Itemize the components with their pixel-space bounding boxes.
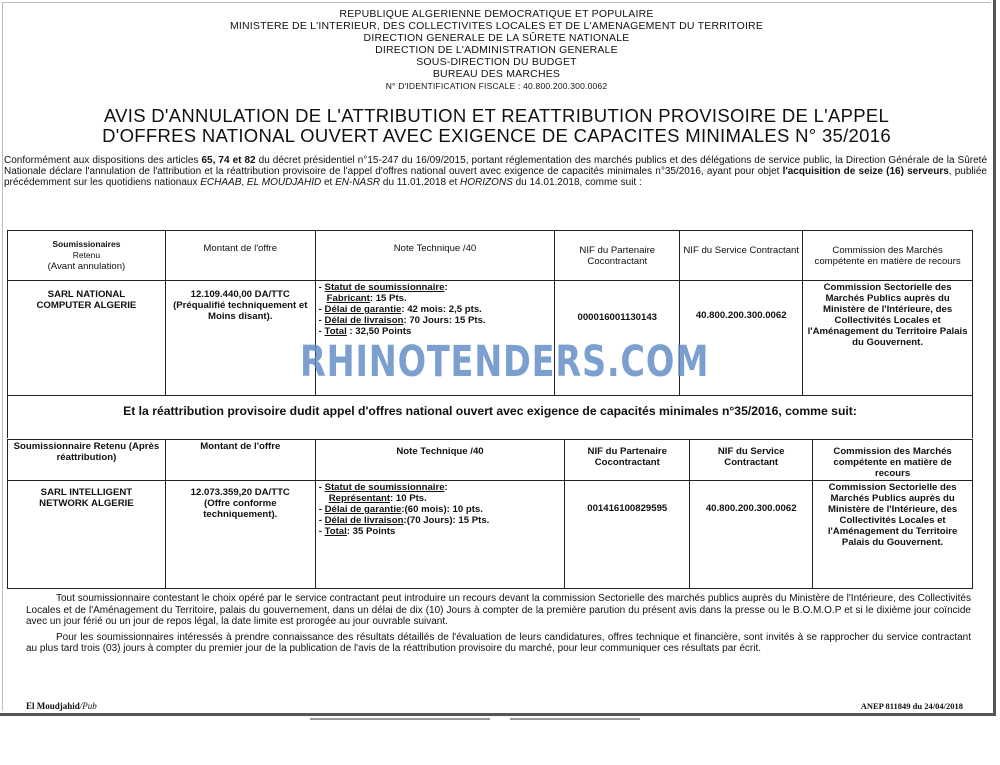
header-line: REPUBLIQUE ALGERIENNE DEMOCRATIQUE ET POPULAIRE	[339, 8, 654, 20]
table-header-row	[8, 440, 973, 481]
note-line: - Délai de garantie:(60 mois): 10 pts.	[318, 504, 483, 515]
note-line: - Délai de garantie: 42 mois: 2,5 pts.	[318, 304, 482, 315]
note-label: Statut de soumissionnaire	[324, 482, 445, 493]
intro-object: l'acquisition de seize (16) serveurs	[782, 166, 949, 177]
note-value: :(60 mois): 10 pts.	[401, 504, 483, 515]
source-name: El Moudjahid	[26, 701, 80, 711]
table-header-row	[8, 231, 973, 281]
note-label: Délai de livraison	[324, 315, 404, 326]
offer-note: (Offre conforme techniquement).	[203, 498, 278, 520]
note-label: Total	[324, 326, 347, 337]
footer-paragraphs	[26, 593, 971, 655]
header-nif-service: NIF du Service Contractant	[690, 440, 813, 481]
source-credit	[26, 701, 97, 711]
notice-title	[0, 106, 993, 146]
intro-text: du 11.01.2018 et	[380, 177, 461, 188]
header-technical-note: Note Technique /40	[315, 440, 565, 481]
bidder-name: SARL INTELLIGENT NETWORK ALGERIE	[39, 487, 134, 509]
offer-note: (Préqualifié techniquement et Moins disant).	[173, 300, 308, 322]
header-line: SOUS-DIRECTION DU BUDGET	[416, 56, 577, 68]
note-label: Délai de garantie	[324, 304, 402, 315]
note-line: - Statut de soumissionnaire:	[318, 282, 448, 293]
intro-articles: 65, 74 et 82	[201, 155, 256, 166]
intro-text: , publiée précédemment sur les quotidiens nationaux	[4, 166, 987, 188]
note-value: : 15 Pts.	[369, 293, 407, 304]
header-nif-partner: NIF du Partenaire Cocontractant	[565, 440, 690, 481]
anep-reference: ANEP 811849 du 24/04/2018	[860, 701, 963, 711]
header-amount: Montant de l'offre	[165, 440, 315, 481]
cell-bidder	[8, 481, 166, 589]
appeal-paragraph: Tout soumissionnaire contestant le choix opéré par le service contractant peut introduire un recours devant la commission Sectorielle des marchés publics auprès du Ministère de l'Intérieure, des Collectivités Locales et de l'Aménagement du Territoire, palais du gouvernement, dans un délai de dix (10) Jours à compter de la première parution du présent avis dans la presse ou le B.O.M.O.P et si le dixième jour coïncide avec un jour férié ou un jour de repos légal, la date limite est prorogée au jour ouvrable suivant.	[26, 593, 971, 627]
note-value: : 42 mois: 2,5 pts.	[401, 304, 482, 315]
intro-text: Conformément aux dispositions des articles	[4, 155, 202, 166]
header-line: DIRECTION DE L'ADMINISTRATION GENERALE	[375, 44, 618, 56]
note-value: : 70 Jours: 15 Pts.	[403, 315, 486, 326]
intro-text: ,	[241, 177, 247, 188]
note-line: - Total : 32,50 Points	[318, 326, 412, 337]
header-bidder-l3: (Avant annulation)	[47, 261, 126, 272]
cell-nif-partner: 000016001130143	[555, 281, 680, 396]
intro-paragraph	[4, 155, 987, 188]
header	[0, 8, 993, 92]
header-commission: Commission des Marchés compétente en matière de recours	[803, 231, 973, 281]
newspaper-name: EL MOUDJAHID	[246, 177, 322, 188]
note-line: - Délai de livraison:(70 Jours): 15 Pts.	[318, 515, 490, 526]
note-label: Délai de garantie	[324, 504, 402, 515]
header-bidder-l2: Retenu	[72, 250, 101, 260]
header-technical-note: Note Technique /40	[315, 231, 555, 281]
table-row	[8, 481, 973, 589]
note-line: - Total: 35 Points	[318, 526, 396, 537]
note-line	[319, 493, 562, 504]
note-value: :(70 Jours): 15 Pts.	[403, 515, 490, 526]
note-label: Fabricant	[326, 293, 370, 304]
newspaper-name: ECHAAB	[200, 177, 242, 188]
source-suffix: /Pub	[79, 701, 97, 711]
offer-amount: 12.073.359,20 DA/TTC	[190, 487, 290, 498]
header-nif-service: NIF du Service Contractant	[680, 231, 803, 281]
header-nif-partner: NIF du Partenaire Cocontractant	[555, 231, 680, 281]
header-line: MINISTERE DE L'INTERIEUR, DES COLLECTIVITES LOCALES ET DE L'AMENAGEMENT DU TERRITOIRE	[229, 20, 764, 32]
note-label: Total	[324, 526, 347, 537]
header-bidder: Soumissionnaire Retenu (Après réattribution)	[8, 440, 166, 481]
title-line-2: D'OFFRES NATIONAL OUVERT AVEC EXIGENCE DE CAPACITES MINIMALES N° 35/2016	[102, 125, 891, 146]
note-label: Représentant	[328, 493, 391, 504]
cell-amount	[165, 281, 315, 396]
cell-bidder	[8, 281, 166, 396]
cell-technical-note	[315, 481, 565, 589]
newspaper-name: EN-NASR	[335, 177, 381, 188]
intro-text: et	[321, 177, 336, 188]
title-line-1: AVIS D'ANNULATION DE L'ATTRIBUTION ET REATTRIBUTION PROVISOIRE DE L'APPEL	[103, 105, 890, 126]
note-value: :	[444, 482, 448, 493]
note-value: : 10 Pts.	[390, 493, 427, 504]
scan-mark	[310, 718, 490, 720]
header-amount: Montant de l'offre	[165, 231, 315, 281]
intro-text: du décret présidentiel n°15-247 du 16/09/2015, portant réglementation des marchés publics et des délégations de service public, la Direction Générale de la Sûreté Nationale déclare l'annulation de l'attribution et la réattribution provisoire de l'appel d'offres national ouvert avec exigence de capacités minimales n°35/2016, ayant pour objet	[4, 155, 988, 177]
note-value: : 32,50 Points	[346, 326, 412, 337]
reattribution-text: Et la réattribution provisoire dudit appel d'offres national ouvert avec exigence de capacités minimales n°35/2016, comme suit:	[7, 396, 973, 438]
scan-mark	[510, 718, 640, 720]
bidder-name: SARL NATIONAL COMPUTER ALGERIE	[36, 289, 137, 311]
watermark: RHINOTENDERS.COM	[300, 337, 710, 387]
note-label: Délai de livraison	[324, 515, 404, 526]
cell-commission: Commission Sectorielle des Marchés Publics auprès du Ministère de l'Intérieure, des Collectivités Locales et l'Aménagement du Territoire Palais du Gouvernent.	[803, 281, 973, 396]
offer-amount: 12.109.440,00 DA/TTC	[190, 289, 290, 300]
note-line: - Délai de livraison: 70 Jours: 15 Pts.	[318, 315, 486, 326]
header-bidder	[8, 231, 166, 281]
note-value: : 35 Points	[346, 526, 396, 537]
cell-commission: Commission Sectorielle des Marchés Publics auprès du Ministère de l'Intérieure, des Collectivités Locales et l'Aménagement du Territoire Palais du Gouvernent.	[813, 481, 973, 589]
newspaper-name: HORIZONS	[460, 177, 513, 188]
table-after-reattribution	[7, 439, 973, 589]
header-commission: Commission des Marchés compétente en matière de recours	[813, 440, 973, 481]
cell-nif-service: 40.800.200.300.0062	[690, 481, 813, 589]
header-bidder-l1: Soumissionaires	[52, 239, 121, 249]
note-line	[319, 293, 552, 304]
header-line: DIRECTION GENERALE DE LA SÛRETE NATIONALE	[363, 32, 630, 44]
note-value: :	[444, 282, 448, 293]
cell-amount	[165, 481, 315, 589]
header-nif: N° D'IDENTIFICATION FISCALE : 40.800.200.300.0062	[385, 81, 608, 91]
note-label: Statut de soumissionnaire	[324, 282, 445, 293]
results-paragraph: Pour les soumissionnaires intéressés à prendre connaissance des résultats détaillés de l'évaluation de leurs candidatures, offres technique et financière, sont invités à se rapprocher du service contractant au plus tard trois (03) jours à compter du premier jour de la publication de l'avis de la réattribution provisoire du marché, pour leur communiquer ces résultats par écrit.	[26, 631, 971, 654]
cell-nif-partner: 001416100829595	[565, 481, 690, 589]
intro-text: du 14.01.2018, comme suit :	[512, 177, 642, 188]
note-line: - Statut de soumissionnaire:	[318, 482, 448, 493]
header-line: BUREAU DES MARCHES	[432, 68, 561, 80]
cell-nif-service: 40.800.200.300.0062	[680, 281, 803, 396]
